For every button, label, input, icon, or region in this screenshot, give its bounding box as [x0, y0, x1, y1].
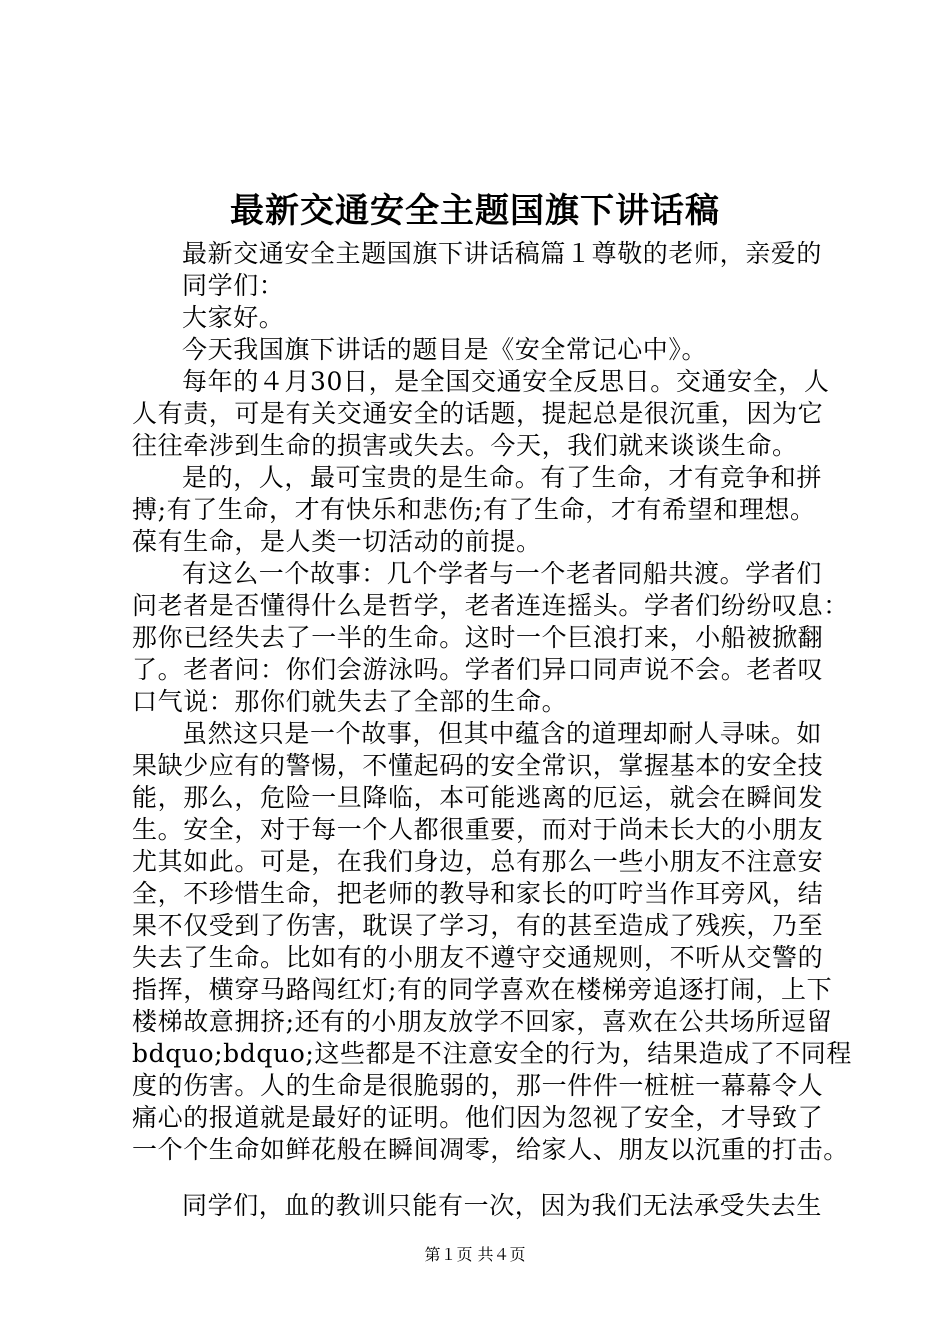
- body-line: 指挥，横穿马路闯红灯;有的同学喜欢在楼梯旁追逐打闹，上下: [132, 975, 833, 1004]
- body-line: 口气说：那你们就失去了全部的生命。: [132, 687, 568, 716]
- body-line: 能，那么，危险一旦降临，本可能逃离的厄运，就会在瞬间发: [132, 783, 824, 812]
- body-line: 葆有生命，是人类一切活动的前提。: [132, 527, 542, 556]
- document-title: 最新交通安全主题国旗下讲话稿: [230, 191, 720, 231]
- body-line: 有这么一个故事：几个学者与一个老者同船共渡。学者们: [182, 559, 823, 588]
- body-line: 最新交通安全主题国旗下讲话稿篇１尊敬的老师，亲爱的: [182, 239, 823, 268]
- body-line: 每年的４月30日，是全国交通安全反思日。交通安全，人: [182, 367, 830, 396]
- body-line: 了。老者问：你们会游泳吗。学者们异口同声说不会。老者叹: [132, 655, 824, 684]
- body-line: 一个个生命如鲜花般在瞬间凋零，给家人、朋友以沉重的打击。: [132, 1135, 849, 1164]
- body-line: 今天我国旗下讲话的题目是《安全常记心中》。: [182, 335, 708, 364]
- body-line: 失去了生命。比如有的小朋友不遵守交通规则，不听从交警的: [132, 943, 824, 972]
- body-line: 往往牵涉到生命的损害或失去。今天，我们就来谈谈生命。: [132, 431, 798, 460]
- body-line: 尤其如此。可是，在我们身边，总有那么一些小朋友不注意安: [132, 847, 824, 876]
- body-line: 那你已经失去了一半的生命。这时一个巨浪打来，小船被掀翻: [132, 623, 824, 652]
- body-line: 是的，人，最可宝贵的是生命。有了生命，才有竞争和拼: [182, 463, 823, 492]
- body-line: 果不仅受到了伤害，耽误了学习，有的甚至造成了残疾，乃至: [132, 911, 824, 940]
- body-line: 同学们：: [182, 271, 285, 300]
- page-number: 第１页 共４页: [424, 1245, 526, 1264]
- body-line: 搏;有了生命，才有快乐和悲伤;有了生命，才有希望和理想。: [132, 495, 816, 524]
- body-line: 同学们，血的教训只能有一次，因为我们无法承受失去生: [182, 1191, 823, 1220]
- body-line: 度的伤害。人的生命是很脆弱的，那一件件一桩桩一幕幕令人: [132, 1071, 824, 1100]
- body-line: 人有责，可是有关交通安全的话题，提起总是很沉重，因为它: [132, 399, 824, 428]
- body-line: 问老者是否懂得什么是哲学，老者连连摇头。学者们纷纷叹息：: [132, 591, 849, 620]
- body-line: 生。安全，对于每一个人都很重要，而对于尚未长大的小朋友: [132, 815, 824, 844]
- body-line: 果缺少应有的警惕，不懂起码的安全常识，掌握基本的安全技: [132, 751, 824, 780]
- body-line: 全，不珍惜生命，把老师的教导和家长的叮咛当作耳旁风，结: [132, 879, 824, 908]
- body-line: 楼梯故意拥挤;还有的小朋友放学不回家，喜欢在公共场所逗留: [132, 1007, 833, 1036]
- body-line: bdquo;bdquo;这些都是不注意安全的行为，结果造成了不同程: [132, 1039, 852, 1068]
- body-line: 虽然这只是一个故事，但其中蕴含的道理却耐人寻味。如: [182, 719, 823, 748]
- body-line: 痛心的报道就是最好的证明。他们因为忽视了安全，才导致了: [132, 1103, 824, 1132]
- body-line: 大家好。: [182, 303, 285, 332]
